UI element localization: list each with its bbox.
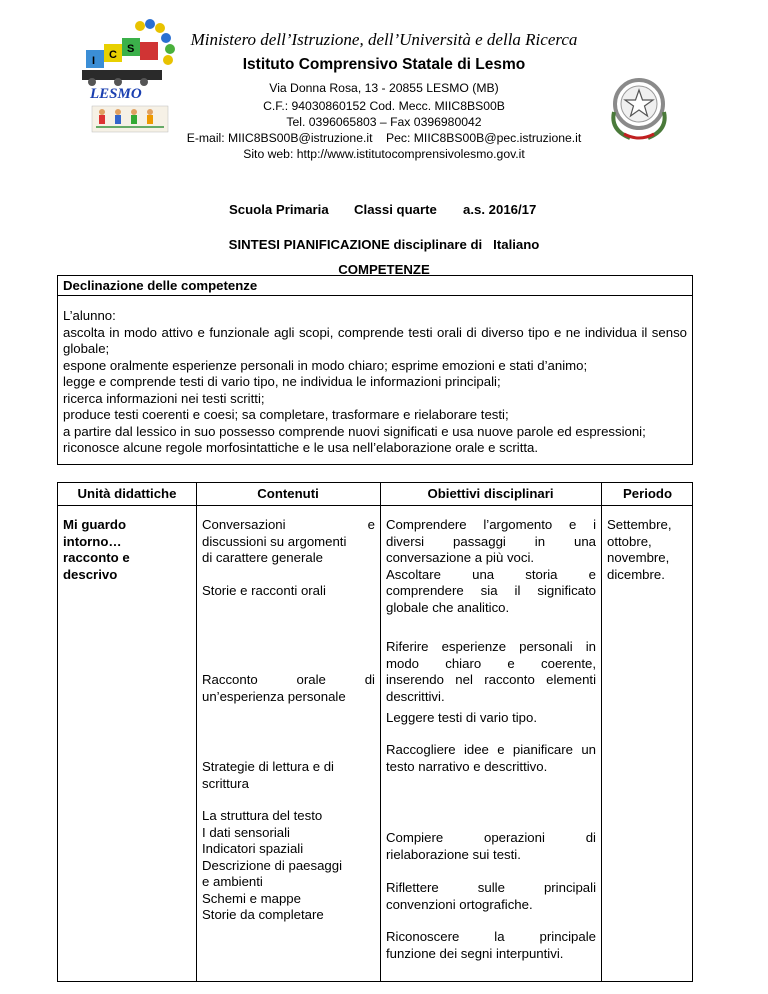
objective-line: Comprendere l’argomento e i [386,517,596,532]
svg-text:C: C [109,49,117,61]
content-storie: Storie e racconti orali [202,583,326,598]
objective-line: funzione dei segni interpuntivi. [386,945,564,961]
competenze-line: ricerca informazioni nei testi scritti; [63,390,265,406]
content-line: Descrizione di paesaggi [202,857,343,873]
period-line: novembre, [607,550,670,565]
objective-leggere: Leggere testi di vario tipo. [386,710,538,725]
content-line: Conversazioni e [202,517,375,532]
republic-emblem [600,68,678,146]
competenze-line: ascolta in modo attivo e funzionale agli scopi, comprende testi orali di diverso tipo e ne individua il senso globale; [63,324,687,356]
header-obiettivi: Obiettivi disciplinari [427,486,554,501]
header-periodo: Periodo [622,486,673,501]
competenze-line: a partire dal lessico in suo possesso comprende nuovi significati e usa nuove parole ed espressioni; [63,423,646,439]
objective-line: testo narrativo e descrittivo. [386,758,548,774]
objective-compiere [386,830,596,863]
objective-line: Riflettere sulle principali [386,880,596,895]
content-line: un’esperienza personale [202,688,346,704]
objective-raccogliere [386,742,596,775]
unit-line: intorno… [63,533,122,549]
content-line: di carattere generale [202,550,323,565]
competenze-line: legge e comprende testi di vario tipo, ne individua le informazioni principali; [63,374,501,389]
objective-riflettere [386,880,596,913]
period-cell [607,517,691,583]
content-line: scrittura [202,775,249,791]
objective-line: Riferire esperienze personali in [386,639,596,654]
objective-line: Ascoltare una storia e [386,566,596,582]
period-line: ottobre, [607,533,652,549]
content-line: Racconto orale di [202,672,375,687]
content-strategie [202,759,375,792]
unit-line: racconto e [63,550,130,565]
divider [58,295,692,296]
school-address: Via Donna Rosa, 13 - 20855 LESMO (MB) [269,81,499,95]
period-line: Settembre, [607,517,672,532]
objective-riconoscere [386,929,596,962]
objective-line: modo chiaro e coerente, [386,655,596,671]
objective-riferire [386,639,596,705]
content-racconto [202,672,375,705]
content-line: La struttura del testo [202,808,323,823]
content-line: Indicatori spaziali [202,841,304,856]
logo-text: LESMO [90,86,142,102]
objective-line: comprendere sia il significato [386,583,596,598]
header-contenuti: Contenuti [257,486,319,501]
competenze-title: COMPETENZE [338,262,430,277]
objective-comprendere [386,517,596,616]
content-line: I dati sensoriali [202,824,290,840]
competenze-box [57,275,693,465]
objective-line: descrittivi. [386,688,445,704]
objective-line: inserendo nel racconto elementi [386,672,596,687]
svg-text:I: I [92,55,96,67]
competenze-text [63,308,687,457]
content-conversazioni [202,517,375,567]
content-line: Strategie di lettura e di [202,759,334,774]
header-unita: Unità didattiche [77,486,177,501]
school-name: Istituto Comprensivo Statale di Lesmo [242,56,526,73]
competenze-line: produce testi coerenti e coesi; sa completare, trasformare e rielaborare testi; [63,407,509,422]
period-line: dicembre. [607,566,665,582]
objective-line: conversazione a più voci. [386,550,535,565]
content-line: Schemi e mappe [202,890,301,906]
objective-line: rielaborazione sui testi. [386,846,521,862]
objective-line: diversi passaggi in una [386,533,596,549]
content-line: e ambienti [202,874,263,889]
classes: Classi quarte [354,202,437,217]
school-phone: Tel. 0396065803 – Fax 0396980042 [286,115,482,129]
unit-cell [63,517,191,583]
sintesi-title: SINTESI PIANIFICAZIONE disciplinare di Italiano [228,237,540,252]
content-storie-completare: Storie da completare [202,907,324,922]
objective-line: Raccogliere idee e pianificare un [386,742,596,757]
school-type: Scuola Primaria [229,202,329,217]
competenze-intro: L’alunno: [63,308,116,323]
competenze-line: espone oralmente esperienze personali in modo chiaro; esprime emozioni e stati d’animo; [63,357,588,373]
content-struttura [202,808,375,907]
school-year: a.s. 2016/17 [463,202,537,217]
unit-line: Mi guardo [63,517,127,532]
unit-line: descrivo [63,566,118,582]
objective-line: globale che analitico. [386,599,510,615]
competenze-heading: Declinazione delle competenze [63,278,258,293]
planning-table [57,482,693,982]
svg-text:S: S [127,43,135,55]
school-website: Sito web: http://www.istitutocomprensivolesmo.gov.it [243,147,525,161]
objective-line: convenzioni ortografiche. [386,896,533,912]
school-codes: C.F.: 94030860152 Cod. Mecc. MIIC8BS00B [263,99,505,113]
competenze-line: riconosce alcune regole morfosintattiche e le usa nell’elaborazione orale e scritta. [63,440,539,455]
ministry-title: Ministero dell’Istruzione, dell’Università e della Ricerca [190,30,578,49]
objective-line: Riconoscere la principale [386,929,596,944]
objective-line: Compiere operazioni di [386,830,596,845]
school-email: E-mail: MIIC8BS00B@istruzione.it Pec: MIIC8BS00B@pec.istruzione.it [186,131,582,145]
content-line: discussioni su argomenti [202,533,347,549]
